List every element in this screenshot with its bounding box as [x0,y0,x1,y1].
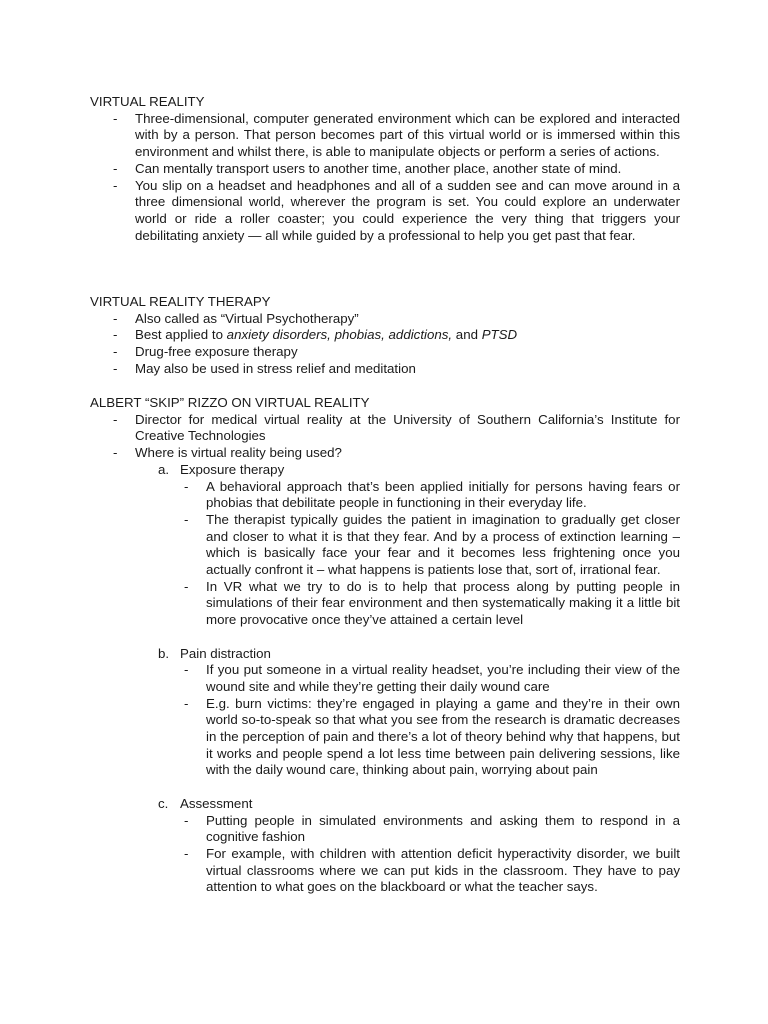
list-item: - For example, with children with attention deficit hyperactivity disorder, we built virtual classrooms where we can put kids in the classroom. They have to pay attention to what goes on the blackboard or what the teacher says. [90,846,680,896]
sub-bullet-list [90,813,680,897]
list-item: - In VR what we try to do is to help that process along by putting people in simulations of their fear environment and then systematically making it a little bit more provocative once they’ve attained a certain level [90,579,680,629]
list-item: - You slip on a headset and headphones and all of a sudden see and can move around in a three dimensional world, wherever the program is set. You could explore an underwater world or ride a roller coaster; you could experience the very thing that triggers your debilitating anxiety — all while guided by a professional to help you get past that fear. [90,178,680,245]
subsection-heading [90,796,680,813]
list-item: - Also called as “Virtual Psychotherapy” [90,311,680,328]
item-text: and [452,327,482,343]
list-item: - Drug-free exposure therapy [90,344,680,361]
list-item: - Director for medical virtual reality at the University of Southern California’s Institute for Creative Technologies [90,412,680,445]
section-virtual-reality [90,94,680,244]
bullet-list [90,311,680,378]
list-item: - If you put someone in a virtual reality headset, you’re including their view of the wound site and while they’re getting their daily wound care [90,662,680,695]
section-heading: VIRTUAL REALITY [90,94,205,109]
subsection-heading [90,462,680,479]
spacer [90,629,680,646]
item-italic-text: anxiety disorders, phobias, addictions, [226,327,453,343]
list-item: - E.g. burn victims: they’re engaged in playing a game and they’re in their own world so-to-speak so that what you see from the research is dramatic decreases in the perception of pain and there’s a lot of theory behind why that happens, but it works and people spend a lot less time between pain delivering sessions, like with the daily wound care, thinking about pain, worrying about pain [90,696,680,780]
list-item: - The therapist typically guides the patient in imagination to gradually get closer and closer to what it is that they fear. And by a process of extinction learning – which is basically face your fear and it becomes less frightening once you actually confront it – what happens is patients lose that, sort of, irrational fear. [90,512,680,579]
section-heading: VIRTUAL REALITY THERAPY [90,294,271,309]
item-italic-text: PTSD [481,327,518,343]
list-item: - A behavioral approach that’s been applied initially for persons having fears or phobias that debilitate people in functioning in their everyday life. [90,479,680,512]
sub-bullet-list [90,479,680,629]
list-item [90,327,680,344]
bullet-list [90,111,680,245]
subsection-title: Pain distraction [180,645,271,661]
subsection-title: Exposure therapy [180,461,285,477]
bullet-list [90,412,680,462]
subsection-marker: a. [158,461,170,477]
spacer [90,779,680,796]
list-item: - Putting people in simulated environments and asking them to respond in a cognitive fashion [90,813,680,846]
list-item: - Where is virtual reality being used? [90,445,680,462]
list-item: - Can mentally transport users to another time, another place, another state of mind. [90,161,680,178]
subsection-title: Assessment [180,795,253,811]
item-text: Best applied to [135,327,227,343]
subsection-marker: c. [158,795,169,811]
section-rizzo [90,395,680,896]
section-vr-therapy [90,294,680,378]
sub-bullet-list [90,662,680,779]
list-item: - Three-dimensional, computer generated environment which can be explored and interacted with by a person. That person becomes part of this virtual world or is immersed within this environment and whilst there, is able to manipulate objects or perform a series of actions. [90,111,680,161]
list-item: - May also be used in stress relief and meditation [90,361,680,378]
section-heading: ALBERT “SKIP” RIZZO ON VIRTUAL REALITY [90,395,370,410]
subsection-heading [90,646,680,663]
subsection-marker: b. [158,645,170,661]
